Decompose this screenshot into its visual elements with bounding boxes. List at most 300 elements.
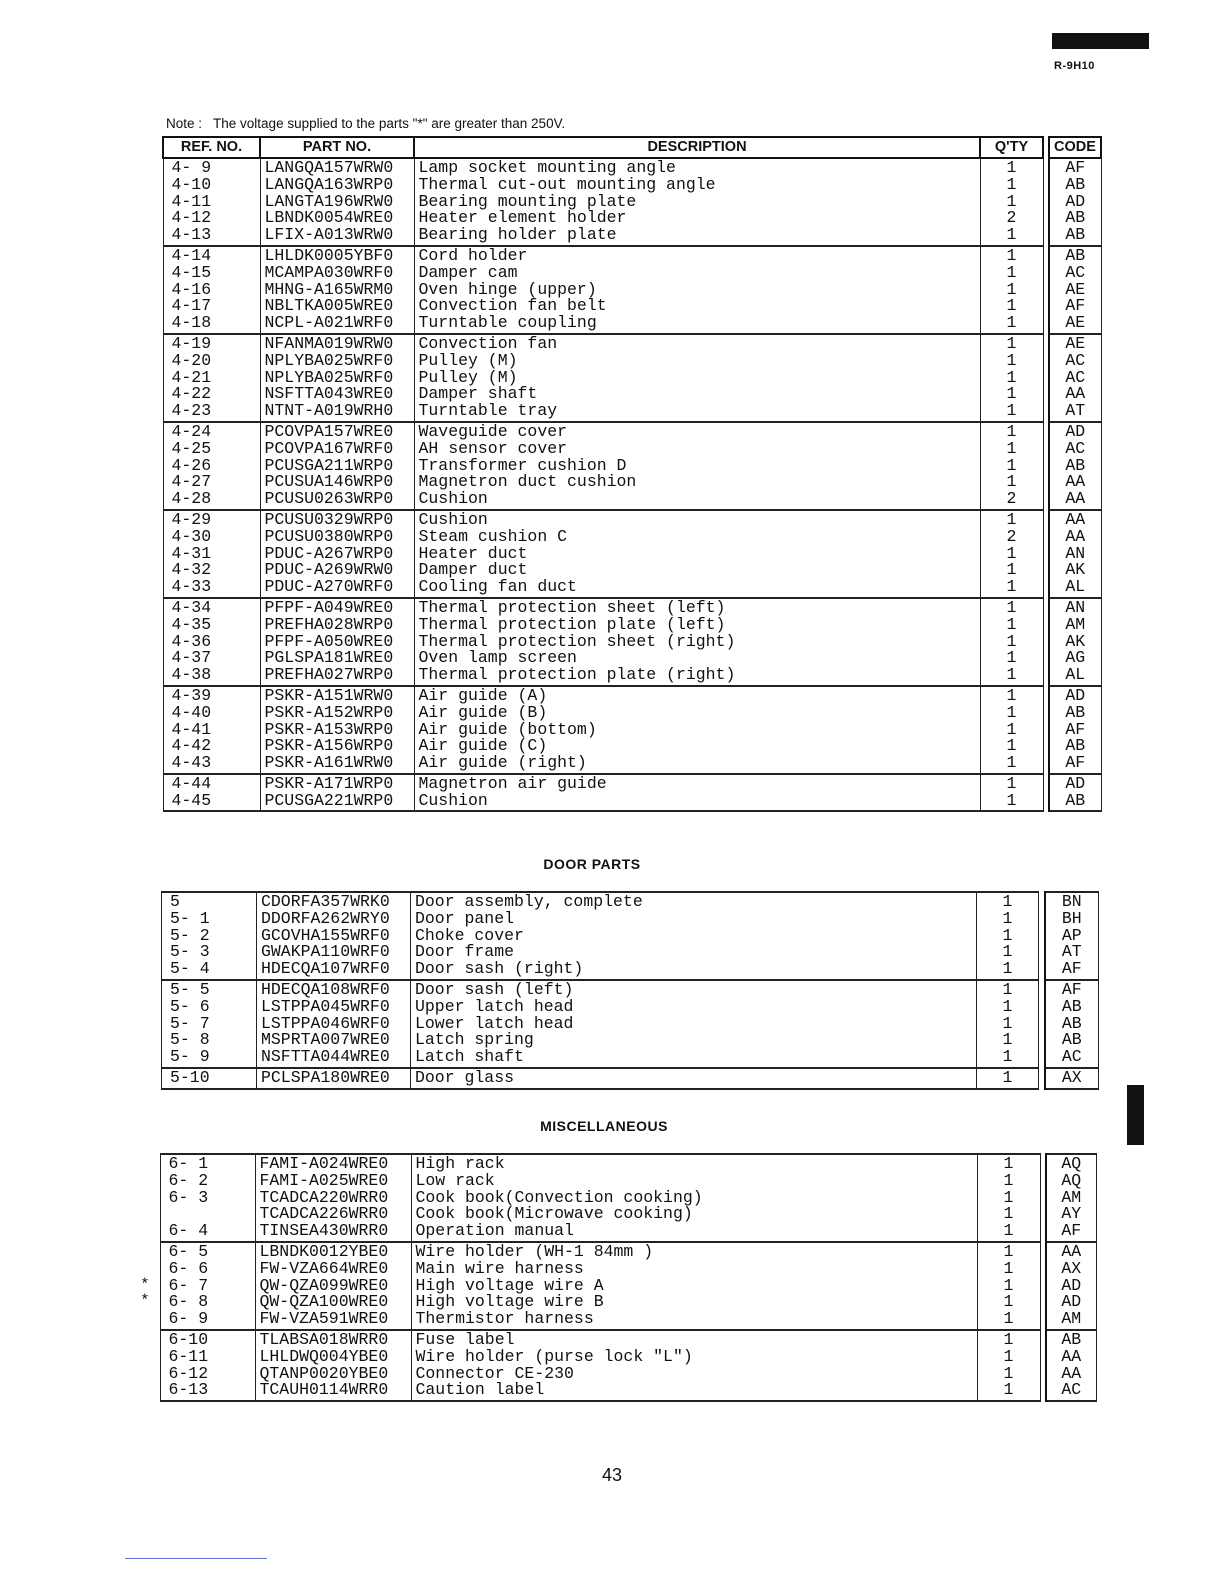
desc-value: Thermal protection plate (left) — [418, 614, 726, 634]
cell-part — [260, 598, 414, 686]
cell-qty — [977, 1330, 1040, 1401]
star-value — [130, 1381, 160, 1398]
model-number: R-9H10 — [1054, 60, 1095, 72]
qty-value: 1 — [1006, 631, 1017, 651]
footer-line — [125, 1558, 267, 1559]
code-value: AE — [1065, 279, 1086, 299]
part-value: LSTPPA046WRF0 — [261, 1013, 390, 1033]
cell-desc — [414, 774, 980, 812]
qty-value: 1 — [1006, 262, 1017, 282]
desc-value: High rack — [415, 1154, 505, 1173]
code-value: AN — [1065, 543, 1086, 563]
part-value: NPLYBA025WRF0 — [264, 350, 394, 370]
table-row-group — [163, 158, 1101, 246]
code-value: AF — [1065, 753, 1086, 773]
ref-value: 4-18 — [171, 313, 212, 333]
part-value: FAMI-A024WRE0 — [259, 1154, 389, 1173]
desc-value: Latch shaft — [415, 1047, 524, 1067]
ref-value: 4-19 — [171, 333, 212, 353]
code-value: AD — [1065, 191, 1086, 211]
code-value: AA — [1061, 1346, 1082, 1366]
part-value: NPLYBA025WRF0 — [264, 367, 394, 387]
code-value: AB — [1061, 1030, 1082, 1050]
desc-value: Air guide (bottom) — [418, 719, 597, 739]
star-value — [130, 1310, 160, 1327]
code-value: AB — [1061, 996, 1082, 1016]
desc-value: Magnetron air guide — [418, 773, 607, 793]
qty-value: 1 — [1006, 790, 1017, 810]
ref-value: 6-10 — [168, 1329, 209, 1349]
part-value: PFPF-A050WRE0 — [264, 631, 394, 651]
desc-value: Pulley (M) — [418, 350, 518, 370]
desc-value: Low rack — [415, 1170, 495, 1190]
ref-value: 4-15 — [171, 262, 212, 282]
desc-value: Door sash (right) — [415, 959, 584, 979]
part-value: CDORFA357WRK0 — [261, 892, 390, 911]
qty-value: 1 — [1003, 1329, 1014, 1349]
star-value — [130, 1155, 160, 1172]
cell-qty — [980, 686, 1043, 774]
code-value: AT — [1065, 401, 1086, 421]
code-value: AB — [1065, 790, 1086, 810]
part-value: QW-QZA100WRE0 — [259, 1292, 389, 1312]
code-value: AQ — [1061, 1170, 1082, 1190]
table-row-group — [163, 422, 1101, 510]
part-value: LANGQA157WRW0 — [264, 158, 394, 177]
cell-code — [1045, 892, 1099, 980]
code-value: AM — [1061, 1309, 1082, 1329]
ref-value: 6- 2 — [168, 1170, 209, 1190]
code-value: AC — [1061, 1047, 1082, 1067]
desc-value: Damper shaft — [418, 384, 538, 404]
desc-value: Cook book(Microwave cooking) — [415, 1204, 693, 1224]
code-value: AB — [1065, 736, 1086, 756]
ref-value: 4-43 — [171, 753, 212, 773]
qty-value: 1 — [1003, 1241, 1014, 1261]
desc-value: Cushion — [418, 790, 488, 810]
qty-value: 1 — [1003, 1221, 1014, 1241]
ref-value: 4-30 — [171, 526, 212, 546]
part-value: PCUSU0329WRP0 — [264, 509, 394, 529]
desc-value: Cushion — [418, 489, 488, 509]
cell-part — [260, 686, 414, 774]
qty-value: 1 — [1006, 313, 1017, 333]
code-value: AB — [1065, 225, 1086, 245]
star-value: * — [139, 1275, 150, 1294]
star-value: * — [139, 1292, 150, 1311]
qty-value: 2 — [1006, 489, 1017, 509]
ref-value: 4-37 — [171, 648, 212, 668]
miscellaneous-table — [130, 1153, 1097, 1402]
cell-qty — [980, 246, 1043, 334]
qty-value: 1 — [1003, 1380, 1014, 1400]
cell-code — [1049, 158, 1101, 246]
cell-qty — [980, 598, 1043, 686]
desc-value: Door frame — [415, 942, 515, 962]
part-value: PSKR-A152WRP0 — [264, 702, 394, 722]
qty-value: 1 — [1002, 1047, 1013, 1067]
ref-value: 4-24 — [171, 421, 212, 441]
part-value: TCAUH0114WRR0 — [259, 1380, 389, 1400]
code-value: AL — [1065, 665, 1086, 685]
part-value: PDUC-A269WRW0 — [264, 560, 394, 580]
cell-ref — [160, 1330, 255, 1401]
ref-value: 4- 9 — [171, 158, 212, 177]
code-value: AE — [1065, 313, 1086, 333]
cell-part — [257, 892, 411, 980]
cell-qty — [977, 892, 1039, 980]
part-value: LANGTA196WRW0 — [264, 191, 394, 211]
cell-ref — [162, 1068, 257, 1089]
code-value: AD — [1065, 421, 1086, 441]
part-value: NBLTKA005WRE0 — [264, 296, 394, 316]
ref-value: 6- 6 — [168, 1258, 209, 1278]
code-value: AB — [1061, 1329, 1082, 1349]
cell-desc — [411, 1330, 977, 1401]
code-value: AA — [1061, 1363, 1082, 1383]
part-value: TLABSA018WRR0 — [259, 1329, 389, 1349]
cell-qty — [980, 334, 1043, 422]
table-row-group — [130, 1154, 1096, 1242]
cell-desc — [414, 246, 980, 334]
qty-value: 1 — [1006, 384, 1017, 404]
cell-code — [1049, 774, 1101, 812]
cell-part — [257, 1068, 411, 1089]
part-value: PCUSU0380WRP0 — [264, 526, 394, 546]
desc-value: Air guide (C) — [418, 736, 548, 756]
desc-value: Thermal protection plate (right) — [418, 665, 736, 685]
ref-value: 6-12 — [168, 1363, 209, 1383]
desc-value: Thermistor harness — [415, 1309, 594, 1329]
star-value — [130, 1222, 160, 1239]
code-value: AM — [1061, 1187, 1082, 1207]
desc-value: Magnetron duct cushion — [418, 472, 637, 492]
cell-ref — [162, 892, 257, 980]
part-value: PGLSPA181WRE0 — [264, 648, 394, 668]
part-value: NTNT-A019WRH0 — [264, 401, 394, 421]
cell-star — [130, 1242, 160, 1330]
ref-value: 4-25 — [171, 438, 212, 458]
part-value: PCLSPA180WRE0 — [261, 1067, 390, 1087]
desc-value: Thermal cut-out mounting angle — [418, 174, 716, 194]
cell-star — [130, 1330, 160, 1401]
desc-value: High voltage wire B — [415, 1292, 604, 1312]
ref-value: 6- 3 — [168, 1187, 209, 1207]
qty-value: 1 — [1006, 648, 1017, 668]
ref-value: 4-40 — [171, 702, 212, 722]
cell-code — [1049, 246, 1101, 334]
code-value: AP — [1061, 925, 1082, 945]
ref-value: 6- 8 — [168, 1292, 209, 1312]
ref-value: 5- 4 — [170, 959, 210, 979]
part-value: PSKR-A156WRP0 — [264, 736, 394, 756]
desc-value: Convection fan belt — [418, 296, 607, 316]
ref-value: 4-35 — [171, 614, 212, 634]
ref-value: 5- 3 — [170, 942, 210, 962]
part-value: TCADCA226WRR0 — [259, 1204, 389, 1224]
ref-value: 4-22 — [171, 384, 212, 404]
desc-value: Thermal protection sheet (right) — [418, 631, 736, 651]
desc-value: Bearing holder plate — [418, 225, 617, 245]
ref-value: 5- 1 — [170, 908, 210, 928]
qty-value: 1 — [1003, 1187, 1014, 1207]
page-number: 43 — [601, 1465, 623, 1485]
code-value: AC — [1061, 1380, 1082, 1400]
code-value: AF — [1061, 1221, 1082, 1241]
desc-value: Upper latch head — [415, 996, 574, 1016]
table-row-group — [163, 510, 1101, 598]
cell-code — [1049, 686, 1101, 774]
cell-part — [260, 774, 414, 812]
code-value: AX — [1061, 1067, 1082, 1087]
qty-value: 1 — [1006, 245, 1017, 265]
cell-ref — [162, 980, 257, 1068]
cell-desc — [411, 980, 977, 1068]
cell-code — [1046, 1242, 1096, 1330]
qty-value: 1 — [1006, 665, 1017, 685]
cell-ref — [163, 422, 260, 510]
qty-value: 1 — [1006, 350, 1017, 370]
part-value: PCUSGA211WRP0 — [264, 455, 394, 475]
cell-ref — [163, 598, 260, 686]
qty-value: 1 — [1006, 736, 1017, 756]
ref-value: 6- 4 — [168, 1221, 209, 1241]
desc-value: Turntable coupling — [418, 313, 597, 333]
table-row-group — [163, 334, 1101, 422]
desc-value: Cushion — [418, 509, 488, 529]
part-value: HDECQA108WRF0 — [261, 979, 390, 999]
part-value: LANGQA163WRP0 — [264, 174, 394, 194]
code-value: AA — [1065, 472, 1086, 492]
ref-value: 4-33 — [171, 577, 212, 597]
cell-qty — [980, 422, 1043, 510]
desc-value: Bearing mounting plate — [418, 191, 637, 211]
code-value: AD — [1061, 1275, 1082, 1295]
code-value: AG — [1065, 648, 1086, 668]
qty-value: 1 — [1002, 1067, 1013, 1087]
cell-ref — [160, 1242, 255, 1330]
code-value: AB — [1065, 455, 1086, 475]
star-value — [130, 1348, 160, 1365]
part-value: PSKR-A153WRP0 — [264, 719, 394, 739]
desc-value: Lower latch head — [415, 1013, 574, 1033]
part-value: PREFHA027WRP0 — [264, 665, 394, 685]
code-value: AB — [1065, 174, 1086, 194]
ref-value: 5- 6 — [170, 996, 210, 1016]
cell-code — [1049, 510, 1101, 598]
cell-desc — [414, 334, 980, 422]
ref-value: 4-31 — [171, 543, 212, 563]
cell-desc — [411, 1154, 977, 1242]
desc-value: Oven hinge (upper) — [418, 279, 597, 299]
cell-desc — [411, 1068, 977, 1089]
code-value: AB — [1061, 1013, 1082, 1033]
desc-value: Oven lamp screen — [418, 648, 577, 668]
part-value: FW-VZA664WRE0 — [259, 1258, 389, 1278]
cell-qty — [980, 510, 1043, 598]
code-value: AD — [1061, 1292, 1082, 1312]
table-row-group — [163, 774, 1101, 812]
part-value: PDUC-A270WRF0 — [264, 577, 394, 597]
qty-value: 1 — [1006, 543, 1017, 563]
qty-value: 1 — [1003, 1309, 1014, 1329]
part-value: PCUSGA221WRP0 — [264, 790, 394, 810]
desc-value: AH sensor cover — [418, 438, 568, 458]
col-code-header: CODE — [1049, 137, 1101, 158]
qty-value: 1 — [1002, 1013, 1013, 1033]
table-row-group — [162, 1068, 1099, 1089]
desc-value: Lamp socket mounting angle — [418, 158, 676, 177]
desc-value: Pulley (M) — [418, 367, 518, 387]
col-ref-header: REF. NO. — [163, 137, 260, 158]
desc-value: High voltage wire A — [415, 1275, 604, 1295]
ref-value: 5- 7 — [170, 1013, 210, 1033]
desc-value: Air guide (A) — [418, 685, 548, 705]
code-value: BH — [1061, 908, 1082, 928]
qty-value: 1 — [1002, 979, 1013, 999]
part-value: TCADCA220WRR0 — [259, 1187, 389, 1207]
cell-part — [255, 1330, 411, 1401]
table-row-group — [130, 1242, 1096, 1330]
star-value — [130, 1331, 160, 1348]
part-value: PCOVPA157WRE0 — [264, 421, 394, 441]
part-value: QTANP0020YBE0 — [259, 1363, 389, 1383]
star-value — [130, 1365, 160, 1382]
part-value: PSKR-A151WRW0 — [264, 685, 394, 705]
desc-value: Waveguide cover — [418, 421, 568, 441]
code-value: AA — [1065, 509, 1086, 529]
cell-code — [1045, 980, 1099, 1068]
part-value: PCOVPA167WRF0 — [264, 438, 394, 458]
miscellaneous-title: MISCELLANEOUS — [540, 1118, 668, 1134]
code-value: AA — [1065, 384, 1086, 404]
part-value: MCAMPA030WRF0 — [264, 262, 394, 282]
ref-value: 4-32 — [171, 560, 212, 580]
qty-value: 1 — [1006, 455, 1017, 475]
code-value: AN — [1065, 597, 1086, 617]
cell-ref — [163, 246, 260, 334]
part-value: DDORFA262WRY0 — [261, 908, 390, 928]
part-value: NSFTTA043WRE0 — [264, 384, 394, 404]
qty-value: 1 — [1006, 367, 1017, 387]
voltage-note: Note : The voltage supplied to the parts "*" are greater than 250V. — [166, 116, 566, 131]
cell-ref — [163, 334, 260, 422]
cell-ref — [160, 1154, 255, 1242]
code-value: AT — [1061, 942, 1082, 962]
qty-value: 1 — [1002, 942, 1013, 962]
code-value: AA — [1065, 489, 1086, 509]
part-value: PSKR-A171WRP0 — [264, 773, 394, 793]
qty-value: 1 — [1006, 702, 1017, 722]
ref-value: 4-27 — [171, 472, 212, 492]
desc-value: Connector CE-230 — [415, 1363, 574, 1383]
qty-value: 1 — [1006, 279, 1017, 299]
desc-value: Cook book(Convection cooking) — [415, 1187, 703, 1207]
cell-desc — [414, 686, 980, 774]
desc-value: Cooling fan duct — [418, 577, 577, 597]
part-value: PFPF-A049WRE0 — [264, 597, 394, 617]
qty-value: 1 — [1006, 597, 1017, 617]
main-parts-table — [162, 136, 1102, 812]
code-value: AL — [1065, 577, 1086, 597]
code-value: BN — [1061, 892, 1082, 911]
ref-value: 4-41 — [171, 719, 212, 739]
ref-value: 6- 9 — [168, 1309, 209, 1329]
code-value: AA — [1061, 1241, 1082, 1261]
desc-value: Transformer cushion D — [418, 455, 627, 475]
part-value: FW-VZA591WRE0 — [259, 1309, 389, 1329]
part-value: TINSEA430WRR0 — [259, 1221, 389, 1241]
code-value: AF — [1065, 158, 1086, 177]
ref-value: 4-36 — [171, 631, 212, 651]
desc-value: Choke cover — [415, 925, 524, 945]
code-value: AB — [1065, 702, 1086, 722]
part-value: LBNDK0054WRE0 — [264, 208, 394, 228]
ref-value: 4-10 — [171, 174, 212, 194]
qty-value: 1 — [1003, 1258, 1014, 1278]
code-value: AC — [1065, 262, 1086, 282]
qty-value: 1 — [1003, 1275, 1014, 1295]
ref-value: 6- 7 — [168, 1275, 209, 1295]
desc-value: Heater element holder — [418, 208, 627, 228]
cell-code — [1046, 1330, 1096, 1401]
cell-qty — [977, 1068, 1039, 1089]
qty-value: 1 — [1006, 296, 1017, 316]
cell-qty — [977, 1154, 1040, 1242]
qty-value: 1 — [1006, 753, 1017, 773]
cell-desc — [414, 422, 980, 510]
ref-value: 6-13 — [168, 1380, 209, 1400]
desc-value: Door glass — [415, 1067, 515, 1087]
desc-value: Wire holder (WH-1 84mm ) — [415, 1241, 654, 1261]
part-value: LFIX-A013WRW0 — [264, 225, 394, 245]
desc-value: Heater duct — [418, 543, 528, 563]
table-row-group — [163, 246, 1101, 334]
code-value: AF — [1061, 959, 1082, 979]
desc-value: Turntable tray — [418, 401, 558, 421]
star-value — [130, 1172, 160, 1189]
cell-ref — [163, 774, 260, 812]
qty-value: 1 — [1006, 472, 1017, 492]
code-value: AD — [1065, 685, 1086, 705]
desc-value: Air guide (right) — [418, 753, 587, 773]
desc-value: Convection fan — [418, 333, 558, 353]
qty-value: 1 — [1006, 174, 1017, 194]
cell-code — [1045, 1068, 1099, 1089]
desc-value: Latch spring — [415, 1030, 534, 1050]
qty-value: 1 — [1006, 421, 1017, 441]
desc-value: Damper duct — [418, 560, 528, 580]
ref-value: 5- 2 — [170, 925, 210, 945]
qty-value: 1 — [1002, 1030, 1013, 1050]
cell-desc — [411, 1242, 977, 1330]
qty-value: 1 — [1006, 719, 1017, 739]
qty-value: 1 — [1003, 1204, 1014, 1224]
star-value — [130, 1205, 160, 1222]
ref-value: 6- 1 — [168, 1154, 209, 1173]
cell-code — [1049, 334, 1101, 422]
cell-part — [260, 246, 414, 334]
ref-value: 4-12 — [171, 208, 212, 228]
qty-value: 1 — [1006, 191, 1017, 211]
desc-value: Operation manual — [415, 1221, 574, 1241]
code-value: AE — [1065, 333, 1086, 353]
cell-part — [260, 422, 414, 510]
part-value: NSFTTA044WRE0 — [261, 1047, 390, 1067]
star-value — [130, 1260, 160, 1277]
part-value: PSKR-A161WRW0 — [264, 753, 394, 773]
cell-part — [260, 334, 414, 422]
